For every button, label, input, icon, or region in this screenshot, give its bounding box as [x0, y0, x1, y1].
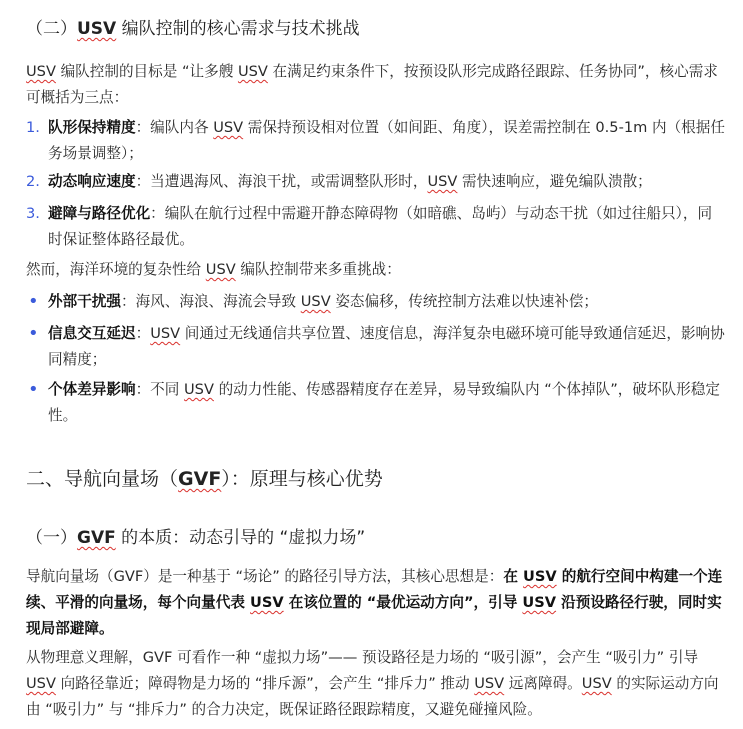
subsection-heading-gvf-essence — [26, 523, 365, 548]
section-heading-usv-formation — [26, 14, 360, 39]
heading-prefix: （一） — [26, 528, 77, 548]
usv-term: USV — [474, 675, 505, 692]
list-number: 1. — [26, 119, 40, 136]
usv-term: USV — [213, 119, 244, 136]
heading-usv: USV — [77, 19, 117, 39]
list-number: 3. — [26, 205, 40, 222]
list-item-text: ：海风、海浪、海流会导致 — [120, 293, 301, 310]
list-item-text: 间通过无线通信共享位置、速度信息，海洋复杂电磁环境可能导致通信延迟，影响协同精度； — [48, 325, 725, 368]
list-item-title: 信息交互延迟 — [48, 325, 136, 342]
list-item-body — [48, 115, 726, 167]
paragraph-text: 编队控制带来多重挑战： — [235, 261, 401, 278]
usv-term: USV — [427, 173, 458, 190]
heading-text: 编队控制的核心需求与技术挑战 — [116, 19, 360, 39]
list-item-text: ：当遭遇海风、海浪干扰，或需调整队形时， — [135, 173, 428, 190]
heading-text: ）：原理与核心优势 — [221, 468, 383, 490]
list-item-text: 需快速响应，避免编队溃散； — [457, 173, 652, 190]
usv-term: USV — [205, 261, 236, 278]
usv-term: USV — [523, 568, 557, 585]
list-item-need-3 — [26, 201, 726, 253]
list-item-challenge-2 — [26, 321, 726, 373]
bullet: • — [28, 323, 39, 344]
list-item-title: 外部干扰强 — [48, 293, 121, 310]
emphasis-text: 的航行空间中构建一个连续、平滑的向量场，每个向量代表 — [26, 568, 723, 611]
heading-text: 的本质：动态引导的 “虚拟力场” — [115, 528, 366, 548]
list-item-challenge-1 — [26, 289, 726, 315]
challenge-intro-paragraph — [26, 257, 726, 283]
paragraph-text: 的实际运动方向由 “吸引力” 与 “排斥力” 的合力决定，既保证路径跟踪精度，又避免碰撞风险。 — [26, 675, 719, 718]
paragraph-text: 远离障碍。 — [504, 675, 582, 692]
list-item-title: 动态响应速度 — [48, 173, 136, 190]
usv-term: USV — [26, 675, 56, 692]
list-item-title: 个体差异影响 — [48, 381, 136, 398]
usv-term: USV — [237, 63, 268, 80]
list-item-body — [48, 377, 726, 429]
usv-term: USV — [522, 594, 557, 611]
heading-prefix: 二、导航向量场（ — [26, 468, 179, 490]
paragraph-text: 导航向量场（GVF）是一种基于 “场论” 的路径引导方法，其核心思想是： — [26, 568, 504, 585]
list-item-body — [48, 289, 726, 315]
usv-term: USV — [150, 325, 181, 342]
intro-paragraph — [26, 59, 726, 111]
list-item-text: ：编队内各 — [135, 119, 214, 136]
bullet: • — [28, 291, 39, 312]
emphasis-text: 在该位置的 “最优运动方向”，引导 — [283, 594, 523, 611]
list-item-text: ： — [135, 325, 151, 342]
list-item-body — [48, 169, 726, 195]
list-number: 2. — [26, 173, 40, 190]
list-item-title: 避障与路径优化 — [48, 205, 151, 222]
usv-term: USV — [26, 63, 56, 80]
list-item-text: 的动力性能、传感器精度存在差异，易导致编队内 “个体掉队”，破坏队形稳定性。 — [48, 381, 720, 424]
usv-term: USV — [581, 675, 612, 692]
emphasis-text: 沿预设路径行驶，同时实现局部避障。 — [26, 594, 722, 637]
paragraph-text: 从物理意义理解，GVF 可看作一种 “虚拟力场”—— 预设路径是力场的 “吸引源”，会产生 “吸引力” 引导 — [26, 649, 699, 666]
list-item-challenge-3 — [26, 377, 726, 429]
emphasis-text: 在 — [503, 568, 523, 585]
gvf-definition-paragraph — [26, 564, 726, 642]
list-item-need-1 — [26, 115, 726, 167]
usv-term: USV — [250, 594, 284, 611]
list-item-body — [48, 201, 726, 253]
section-heading-gvf — [26, 464, 383, 491]
list-item-need-2 — [26, 169, 726, 195]
usv-term: USV — [300, 293, 331, 310]
intro-text: 编队控制的目标是 “让多艘 — [55, 63, 238, 80]
list-item-body — [48, 321, 726, 373]
intro-text: 在满足约束条件下，按预设队形完成路径跟踪、任务协同”，核心需求可概括为三点： — [26, 63, 718, 106]
list-item-title: 队形保持精度 — [48, 119, 136, 136]
heading-prefix: （二） — [26, 19, 77, 39]
usv-term: USV — [184, 381, 214, 398]
bullet: • — [28, 379, 39, 400]
list-item-text: 需保持预设相对位置（如间距、角度），误差需控制在 0.5-1m 内（根据任务场景调整）； — [48, 119, 725, 162]
heading-gvf: GVF — [178, 468, 222, 490]
heading-gvf: GVF — [77, 528, 116, 548]
list-item-text: ：编队在航行过程中需避开静态障碍物（如暗礁、岛屿）与动态干扰（如过往船只），同时保证整体路径最优。 — [48, 205, 713, 248]
paragraph-text: 向路径靠近；障碍物是力场的 “排斥源”，会产生 “排斥力” 推动 — [55, 675, 475, 692]
physics-paragraph — [26, 645, 726, 723]
list-item-text: 姿态偏移，传统控制方法难以快速补偿； — [330, 293, 599, 310]
list-item-text: ：不同 — [135, 381, 184, 398]
paragraph-text: 然而，海洋环境的复杂性给 — [26, 261, 206, 278]
